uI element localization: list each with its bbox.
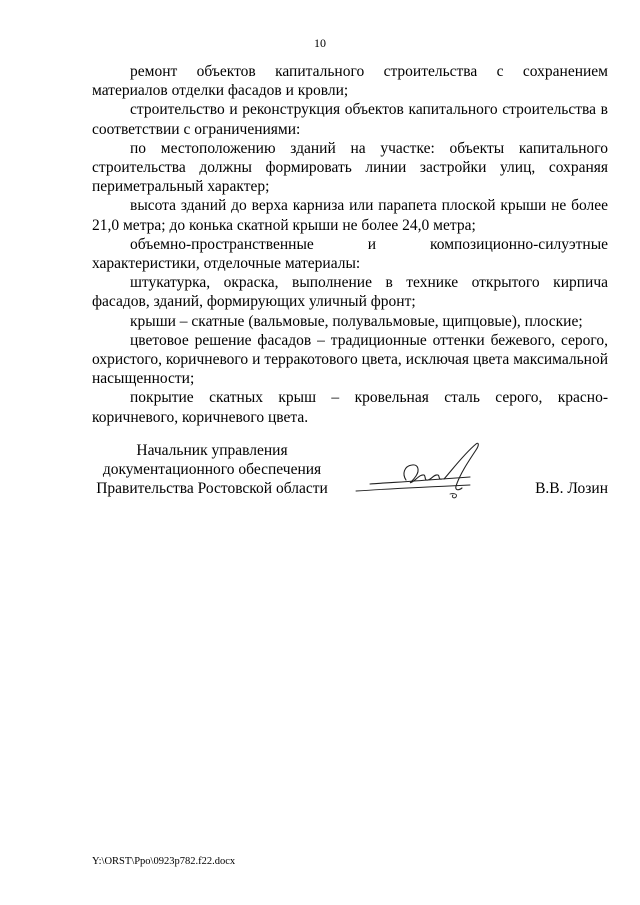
paragraph-colors: цветовое решение фасадов – традиционные оттенки бежевого, серого, охристого, коричневого и терракотового цвета, исключая цвета максимальной насыщенности; xyxy=(92,331,608,388)
paragraph-roofs: крыши – скатные (вальмовые, полувальмовые, щипцовые), плоские; xyxy=(130,312,583,330)
file-path-footer: Y:\ORST\Ppo\0923p782.f22.docx xyxy=(92,856,236,867)
handwritten-signature xyxy=(346,436,506,506)
paragraph-repair: ремонт объектов капитального строительства с сохранением материалов отделки фасадов и кровли; xyxy=(92,63,608,100)
paragraph-location: по местоположению зданий на участке: объекты капитального строительства должны формировать линии застройки улиц, сохраняя периметральный характер; xyxy=(92,139,608,196)
paragraph-construction: строительство и реконструкция объектов капитального строительства в соответствии с ограничениями: xyxy=(92,101,608,138)
paragraph-height: высота зданий до верха карниза или парапета плоской крыши не более 21,0 метра; до конька скатной крыши не более 24,0 метра; xyxy=(92,197,608,234)
signatory-title-line: Начальник управления xyxy=(136,442,288,459)
paragraph-roofing: покрытие скатных крыш – кровельная сталь серого, красно-коричневого, коричневого цвета. xyxy=(92,389,608,426)
signer-name: В.В. Лозин xyxy=(535,480,608,497)
signatory-title xyxy=(92,441,332,498)
page-number: 10 xyxy=(314,36,326,50)
paragraph-characteristics: объемно-пространственные и композиционно-силуэтные характеристики, отделочные материалы: xyxy=(92,235,608,273)
document-body xyxy=(92,62,608,427)
paragraph-plaster: штукатурка, окраска, выполнение в технике открытого кирпича фасадов, зданий, формирующих уличный фронт; xyxy=(92,274,608,311)
signatory-title-line: документационного обеспечения xyxy=(102,461,322,478)
signatory-title-line: Правительства Ростовской области xyxy=(96,480,328,497)
